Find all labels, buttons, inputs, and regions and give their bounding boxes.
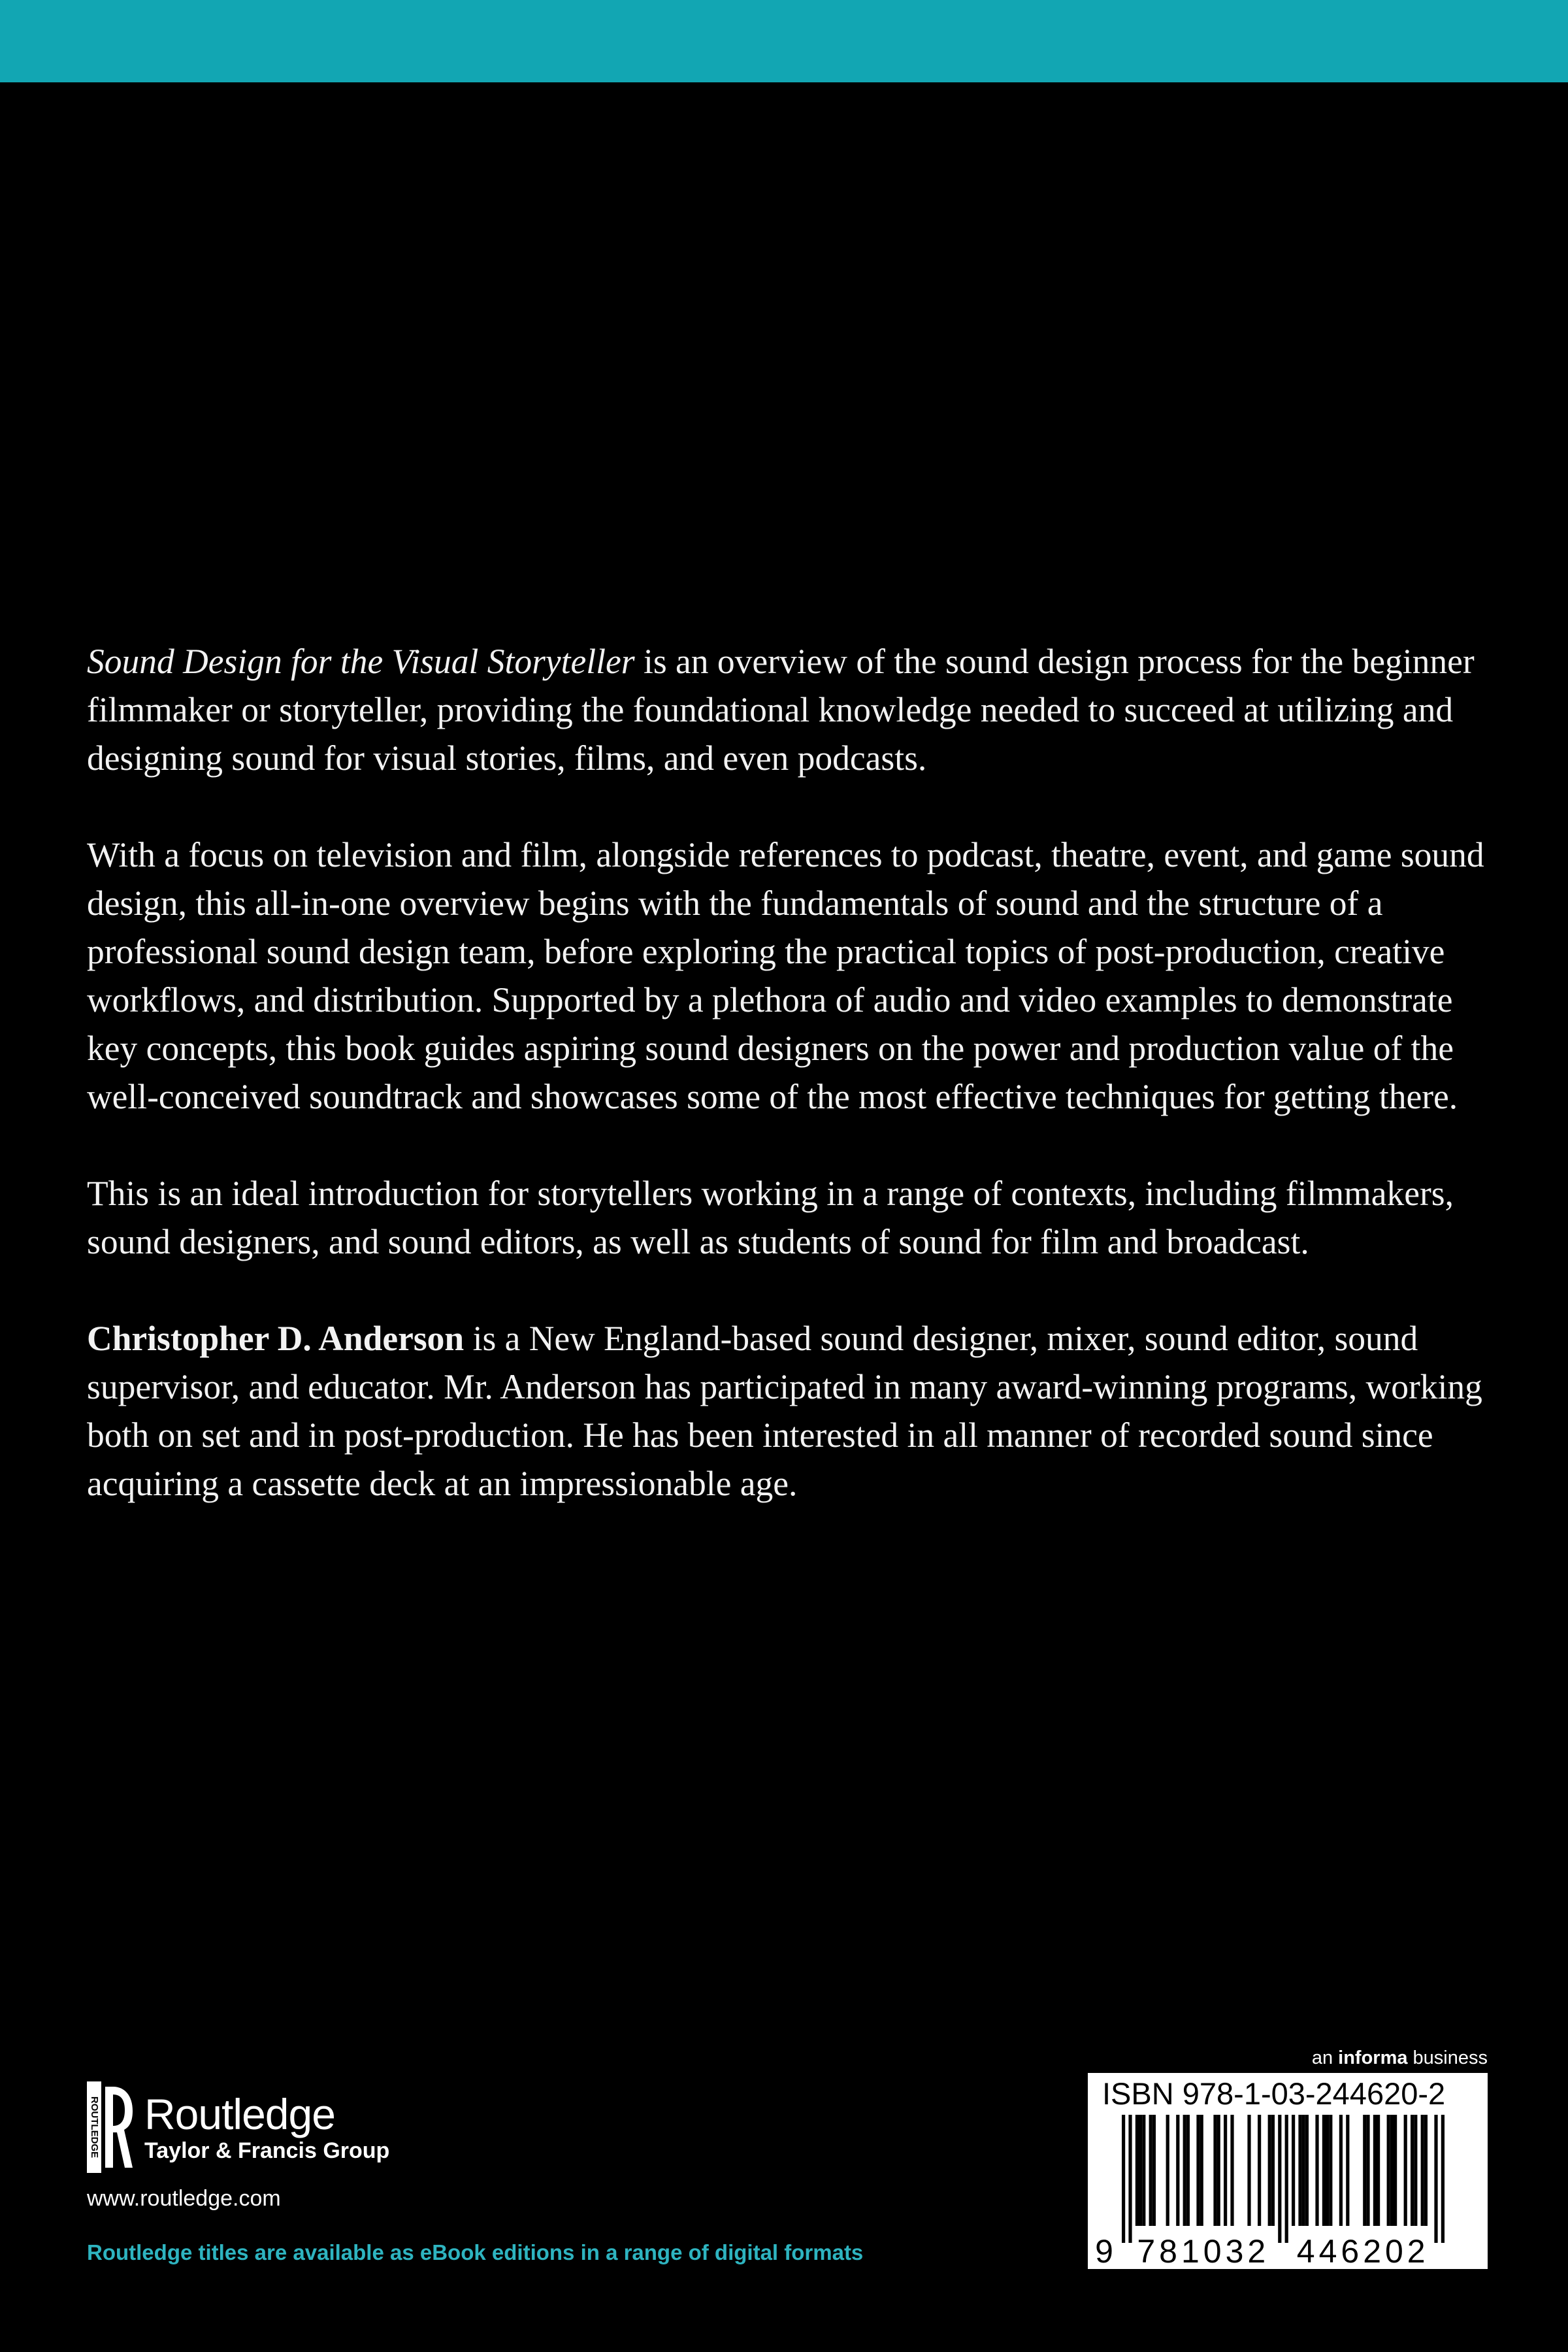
isbn-label: ISBN 978-1-03-244620-2: [1102, 2076, 1446, 2111]
barcode-bar: [1142, 2115, 1145, 2226]
blurb-paragraph-3: This is an ideal introduction for storytellers working in a range of contexts, including filmmakers, sound designers, and sound editors, as well as students of sound for film and broadcast.: [87, 1174, 1454, 1261]
barcode-bar: [1135, 2115, 1139, 2226]
barcode-bar: [1217, 2115, 1220, 2226]
barcode-bar: [1326, 2115, 1329, 2226]
author-name: Christopher D. Anderson: [87, 1319, 465, 1358]
barcode-bar: [1411, 2115, 1414, 2226]
publisher-website: www.routledge.com: [87, 2186, 281, 2211]
barcode-bar: [1122, 2115, 1125, 2243]
ebook-note: Routledge titles are available as eBook editions in a range of digital formats: [87, 2240, 864, 2264]
barcode-bar: [1224, 2115, 1227, 2226]
logo-text: [144, 2091, 389, 2164]
barcode-bar: [1128, 2115, 1132, 2243]
isbn-barcode: [1088, 2073, 1488, 2269]
barcode-bar: [1305, 2115, 1309, 2226]
barcode-bar: [1166, 2115, 1169, 2226]
barcode-bar: [1441, 2115, 1445, 2243]
blurb-paragraph-2: With a focus on television and film, alongside references to podcast, theatre, event, and game sound design, this all-in-one overview begins with the fundamentals of sound and the structure of a professional sound design team, before exploring the practical topics of post-production, creative workflows, and distribution. Supported by a plethora of audio and video examples to demonstrate key concepts, this book guides aspiring sound designers on the power and production value of the well-conceived soundtrack and showcases some of the most effective techniques for getting there.: [87, 835, 1484, 1116]
barcode-bar: [1285, 2115, 1288, 2243]
blurb-paragraph-1-text: is an overview of the sound design process for the beginner filmmaker or storyteller, providing the foundational knowledge needed to succeed at utilizing and designing sound for visual stories, films, and even podcasts.: [87, 642, 1475, 778]
barcode-bar: [1149, 2115, 1152, 2226]
barcode-bar: [1278, 2115, 1281, 2243]
barcode-bar: [1394, 2115, 1397, 2226]
author-bio: [87, 1314, 1485, 1508]
barcode-bars: [1088, 2073, 1488, 2269]
routledge-r-icon: [87, 2081, 133, 2173]
barcode-bar: [1292, 2115, 1295, 2226]
barcode-bar: [1363, 2115, 1366, 2226]
barcode-bar: [1258, 2115, 1261, 2226]
barcode-bar: [1139, 2115, 1142, 2226]
barcode-bar: [1213, 2115, 1217, 2226]
barcode-bar: [1366, 2115, 1369, 2226]
barcode-right-digits: 446202: [1296, 2233, 1429, 2269]
informa-prefix: an: [1311, 2047, 1339, 2068]
barcode-bar: [1183, 2115, 1186, 2226]
barcode-bar: [1414, 2115, 1417, 2226]
barcode-bar: [1329, 2115, 1332, 2226]
book-title-italic: Sound Design for the Visual Storyteller: [87, 642, 635, 681]
barcode-bar: [1339, 2115, 1343, 2226]
barcode-bar: [1186, 2115, 1190, 2226]
svg-text:ROUTLEDGE: ROUTLEDGE: [89, 2096, 101, 2159]
barcode-bar: [1322, 2115, 1326, 2226]
barcode-bar: [1390, 2115, 1394, 2226]
back-cover-blurb: [87, 637, 1485, 1556]
barcode-bar: [1200, 2115, 1203, 2226]
barcode-bar: [1346, 2115, 1349, 2226]
barcode-bar: [1302, 2115, 1305, 2226]
routledge-logo: [87, 2081, 389, 2173]
barcode-bar: [1373, 2115, 1377, 2226]
barcode-bar: [1298, 2115, 1301, 2226]
barcode-bar: [1315, 2115, 1318, 2226]
publisher-name: Routledge: [144, 2090, 335, 2138]
informa-brand: informa: [1338, 2047, 1408, 2068]
top-color-band: [0, 0, 1568, 82]
barcode-bar: [1196, 2115, 1200, 2226]
barcode-bar: [1271, 2115, 1275, 2226]
barcode-bar: [1421, 2115, 1424, 2226]
barcode-bar: [1152, 2115, 1156, 2226]
barcode-bar: [1377, 2115, 1380, 2226]
barcode-left-digits: 781032: [1137, 2233, 1270, 2269]
blurb-paragraph-1: [87, 637, 1485, 782]
barcode-bar: [1424, 2115, 1428, 2226]
barcode-bar: [1404, 2115, 1407, 2226]
informa-suffix: business: [1407, 2047, 1488, 2068]
publisher-block: [87, 2081, 389, 2173]
barcode-bar: [1230, 2115, 1233, 2226]
barcode-bar: [1176, 2115, 1179, 2226]
barcode-bar: [1247, 2115, 1250, 2226]
barcode-first-digit: 9: [1095, 2233, 1117, 2269]
barcode-bar: [1387, 2115, 1390, 2226]
author-bio-text: is a New England-based sound designer, mixer, sound editor, sound supervisor, and educator. Mr. Anderson has participated in many award-winning programs, working both on set and in post-production. He has been interested in all manner of recorded sound since acquiring a cassette deck at an impressionable age.: [87, 1319, 1482, 1503]
informa-business-label: [1312, 2047, 1488, 2069]
barcode-bar: [1434, 2115, 1437, 2243]
barcode-bar: [1268, 2115, 1271, 2226]
publisher-group: Taylor & Francis Group: [144, 2138, 390, 2163]
